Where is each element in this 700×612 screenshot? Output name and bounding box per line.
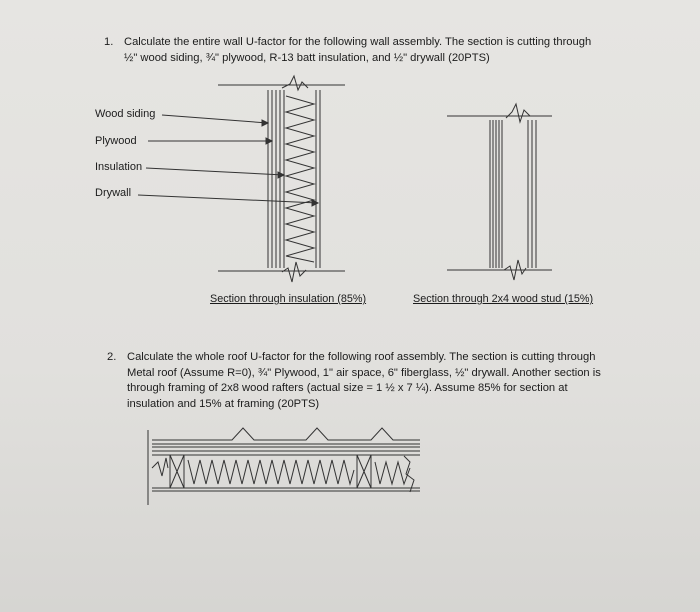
question-1-text: Calculate the entire wall U-factor for the following wall assembly. The section is cutting through ½" wood siding, ¾" plywood, R-13 batt insulation, and ½" drywall (20PTS)	[124, 36, 592, 64]
leader-drywall	[138, 195, 318, 203]
leader-wood-siding	[162, 115, 268, 123]
label-drywall: Drywall	[95, 187, 132, 199]
batt-insulation-zigzag	[286, 96, 314, 262]
rafter-left	[170, 455, 184, 488]
question-1-number: 1.	[104, 36, 114, 48]
caption-insulation-section: Section through insulation (85%)	[210, 293, 367, 305]
rafter-right	[357, 455, 371, 488]
label-insulation: Insulation	[95, 161, 143, 173]
label-wood-siding: Wood siding	[95, 108, 156, 120]
leader-insulation	[146, 168, 284, 175]
caption-stud-section: Section through 2x4 wood stud (15%)	[413, 293, 594, 305]
fiberglass-zigzag	[188, 460, 354, 484]
metal-roof-profile	[152, 428, 420, 440]
question-2-number: 2.	[107, 351, 117, 363]
label-plywood: Plywood	[95, 135, 137, 147]
question-2-text: Calculate the whole roof U-factor for the following roof assembly. The section is cutting through Metal roof (Assume R=0), ¾" Plywood, 1" air space, 6" fiberglass, ½" drywall. Another section is through framing of 2x8 wood rafters (actual size = 1 ½ x 7 ¼). Assume 85% for section at insulation and 15% at framing (20PTS)	[127, 351, 601, 410]
